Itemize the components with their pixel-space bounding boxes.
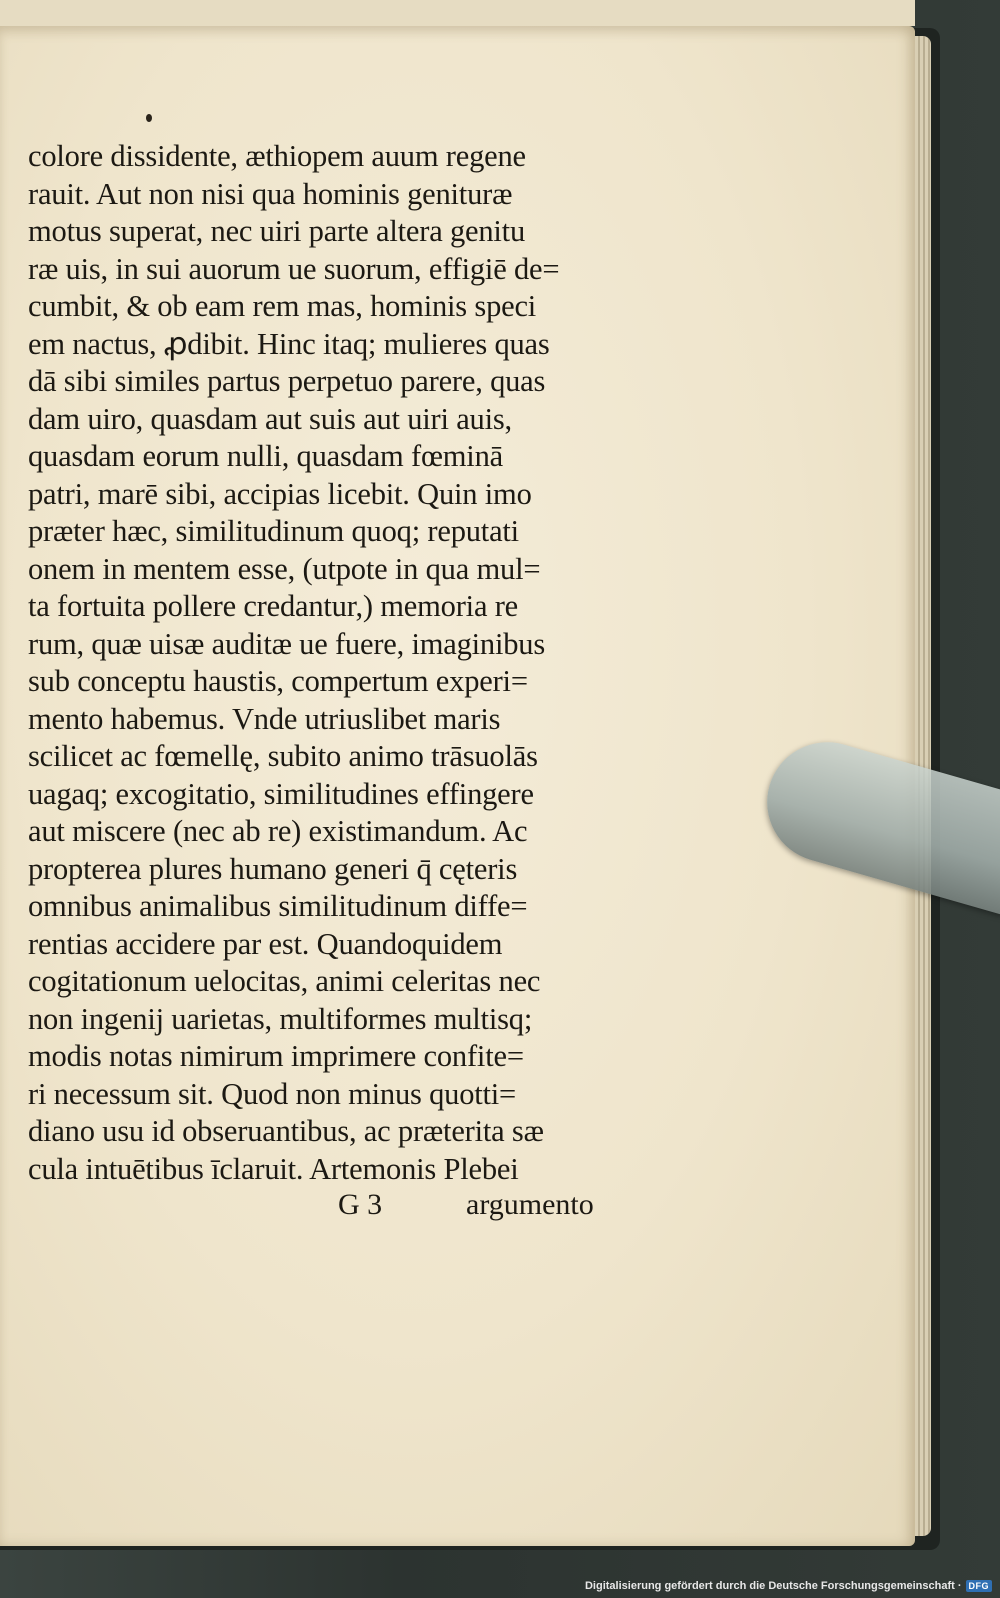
text-line: motus superat, nec uiri parte altera genitu xyxy=(28,214,526,248)
page-footer xyxy=(0,1188,1000,1228)
text-line: non ingenij uarietas, multiformes multisq; xyxy=(28,1001,533,1036)
text-line: præter hæc, similitudinum quoq; reputati xyxy=(28,514,519,548)
body-text xyxy=(28,138,628,1188)
text-line: dam uiro, quasdam aut suis aut uiri auis, xyxy=(28,401,512,436)
text-line: cula intuētibus īclaruit. Artemonis Plebei xyxy=(28,1151,519,1186)
text-line: ta fortuita pollere credantur,) memoria re xyxy=(28,589,518,623)
text-line: sub conceptu haustis, compertum experi= xyxy=(28,664,528,698)
dfg-logo: DFG xyxy=(966,1580,993,1592)
text-line: propterea plures humano generi q̄ cęteris xyxy=(28,851,518,886)
text-line: cogitationum uelocitas, animi celeritas nec xyxy=(28,964,541,998)
text-line: cumbit, & ob eam rem mas, hominis speci xyxy=(28,289,537,323)
signature-mark: G 3 xyxy=(338,1188,383,1221)
text-line: diano usu id obseruantibus, ac præterita sæ xyxy=(28,1114,544,1148)
digitization-credit xyxy=(585,1578,992,1594)
text-line: modis notas nimirum imprimere confite= xyxy=(28,1039,524,1073)
text-line: rentias accidere par est. Quandoquidem xyxy=(28,926,503,961)
text-line: rauit. Aut non nisi qua hominis genituræ xyxy=(28,176,513,211)
text-line: ri necessum sit. Quod non minus quotti= xyxy=(28,1076,517,1111)
ink-speck xyxy=(146,114,152,122)
text-line: omnibus animalibus similitudinum diffe= xyxy=(28,889,528,923)
text-line: uagaq; excogitatio, similitudines effingere xyxy=(28,776,534,811)
text-line: em nactus, ꝓdibit. Hinc itaq; mulieres quas xyxy=(28,326,550,361)
text-line: rum, quæ uisæ auditæ ue fuere, imaginibus xyxy=(28,626,546,661)
text-line: scilicet ac fœmellę, subito animo trāsuolās xyxy=(28,739,538,773)
text-line: quasdam eorum nulli, quasdam fœminā xyxy=(28,439,503,473)
text-line: aut miscere (nec ab re) existimandum. Ac xyxy=(28,814,528,848)
text-line: colore dissidente, æthiopem auum regene xyxy=(28,139,526,173)
credit-text: Digitalisierung gefördert durch die Deutsche Forschungsgemeinschaft · xyxy=(584,1580,962,1592)
text-line: mento habemus. Vnde utriuslibet maris xyxy=(28,701,501,736)
upper-page-strip xyxy=(0,0,915,26)
text-line: ræ uis, in sui auorum ue suorum, effigiē de= xyxy=(28,251,560,286)
text-line: onem in mentem esse, (utpote in qua mul= xyxy=(28,551,541,586)
catchword: argumento xyxy=(466,1188,594,1221)
text-line: dā sibi similes partus perpetuo parere, quas xyxy=(28,364,546,398)
text-line: patri, marē sibi, accipias licebit. Quin imo xyxy=(28,476,532,511)
